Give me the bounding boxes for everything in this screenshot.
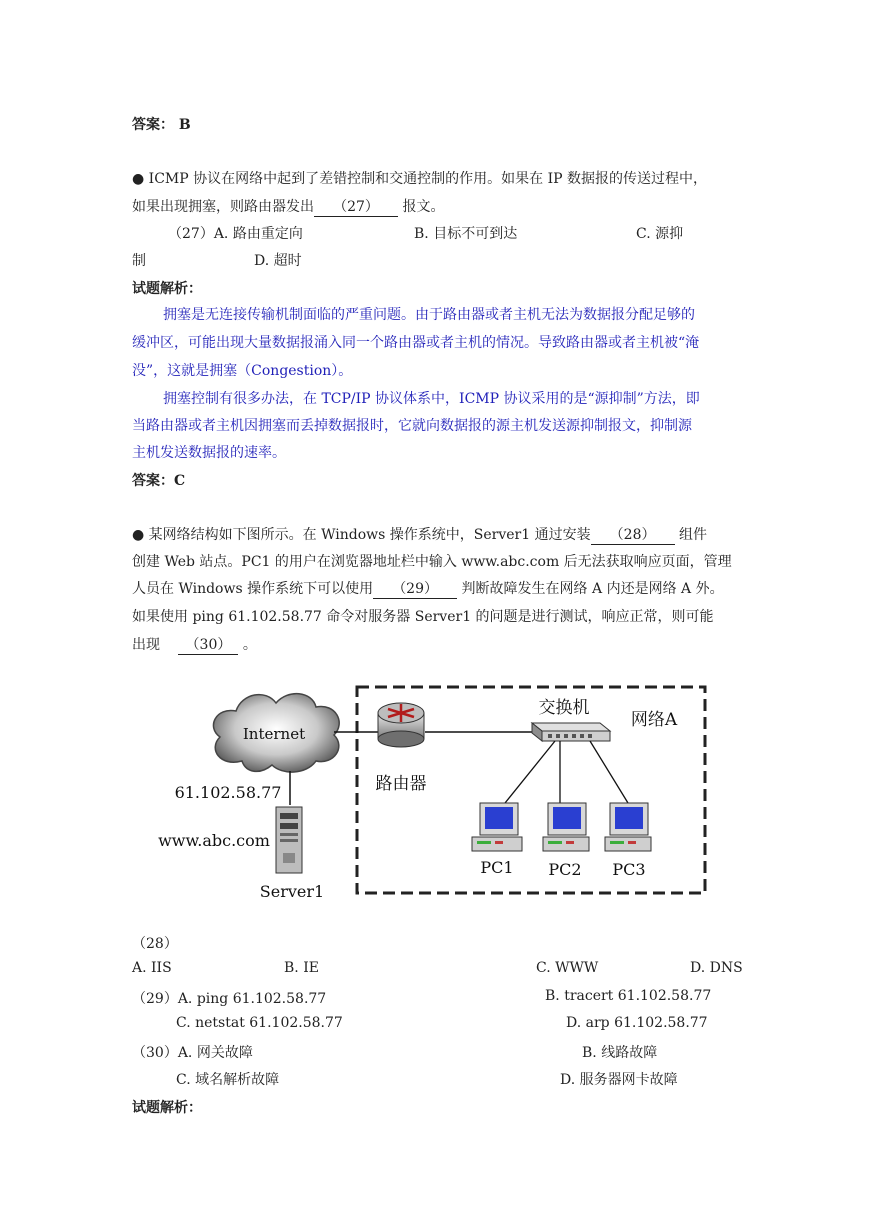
q29-option-a: （29）A. ping 61.102.58.77 [132,991,327,1007]
q28-text3: 人员在 Windows 操作系统下可以使用 [132,581,374,597]
bullet: ● [132,171,145,187]
analysis-line: 没”，这就是拥塞（Congestion）。 [132,363,353,379]
q27-option-d: D. 超时 [254,253,302,269]
answer-c: 答案：C [132,473,186,489]
q30-option-b: B. 线路故障 [582,1045,658,1061]
blank-28: （28） [591,524,675,545]
q29-option-d: D. arp 61.102.58.77 [566,1015,708,1031]
analysis-title-2: 试题解析： [132,1100,202,1116]
blank-29: （29） [373,578,457,599]
analysis-title: 试题解析： [132,281,202,297]
q28-line4: 如果使用 ping 61.102.58.77 命令对服务器 Server1 的问题是进行测试，响应正常，则可能 [132,609,714,625]
analysis-line: 当路由器或者主机因拥塞而丢掉数据报时，它就向数据报的源主机发送源抑制报文，抑制源 [132,418,692,434]
q29-option-c: C. netstat 61.102.58.77 [176,1015,343,1031]
pc2-label: PC2 [548,860,582,879]
pc1-label: PC1 [480,858,514,877]
server-domain-label: www.abc.com [158,831,270,850]
q27-text2: 如果出现拥塞，则路由器发出 [132,199,314,215]
switch-label: 交换机 [538,698,590,718]
pc3-label: PC3 [612,860,646,879]
analysis-line: 拥塞是无连接传输机制面临的严重问题。由于路由器或者主机无法为数据报分配足够的 [163,307,695,323]
q28-line1 [132,524,707,545]
q27-line1 [132,168,707,188]
q27-text1: ICMP 协议在网络中起到了差错控制和交通控制的作用。如果在 IP 数据报的传送过程中， [144,171,707,187]
analysis-line: 拥塞控制有很多办法，在 TCP/IP 协议体系中，ICMP 协议采用的是“源抑制”方法，即 [163,391,700,407]
q28-text5-post: 。 [238,637,257,653]
q28-text5: 出现 [132,637,165,653]
q28-option-b: B. IE [284,960,319,976]
q30-option-a: （30）A. 网关故障 [132,1045,253,1061]
q28-option-d: D. DNS [690,960,743,976]
q27-option-c-cont: 制 [132,253,146,269]
router-label: 路由器 [375,774,427,794]
q28-label: （28） [132,936,178,952]
q28-text: 某网络结构如下图所示。在 Windows 操作系统中，Server1 通过安装 [144,527,591,543]
q28-line5 [132,634,257,655]
blank-27: （27） [314,196,398,217]
bullet: ● [132,527,145,543]
network-diagram [150,675,720,905]
server-ip-label: 61.102.58.77 [174,783,282,802]
q27-option-a: （27）A. 路由重定向 [168,226,303,242]
server-icon [276,807,302,873]
analysis-line: 缓冲区，可能出现大量数据报涌入同一个路由器或者主机的情况。导致路由器或者主机被“淹 [132,335,700,351]
pc2-icon [543,803,589,851]
q28-line2: 创建 Web 站点。PC1 的用户在浏览器地址栏中输入 www.abc.com 后无法获取响应页面，管理 [132,554,732,570]
network-a-label: 网络A [630,710,678,730]
q28-option-c: C. WWW [536,960,599,976]
pc1-icon [472,803,522,851]
q27-line2 [132,196,444,217]
pc3-icon [605,803,651,851]
q30-option-c: C. 域名解析故障 [176,1072,280,1088]
switch-icon [532,723,610,741]
internet-label: Internet [242,725,306,743]
q29-option-b: B. tracert 61.102.58.77 [545,988,712,1004]
q28-text-post: 组件 [674,527,708,543]
q28-text3-post: 判断故障发生在网络 A 内还是网络 A 外。 [457,581,724,597]
q27-option-b: B. 目标不可到达 [414,226,518,242]
q28-line3 [132,578,724,599]
router-icon [378,703,424,747]
blank-30: （30） [178,634,238,655]
server-label: Server1 [259,882,325,901]
q28-option-a: A. IIS [132,960,172,976]
q27-option-c: C. 源抑 [636,226,684,242]
q30-option-d: D. 服务器网卡故障 [560,1072,678,1088]
q27-text2-post: 报文。 [398,199,445,215]
answer-b: 答案： B [132,117,191,133]
analysis-line: 主机发送数据报的速率。 [132,445,286,461]
